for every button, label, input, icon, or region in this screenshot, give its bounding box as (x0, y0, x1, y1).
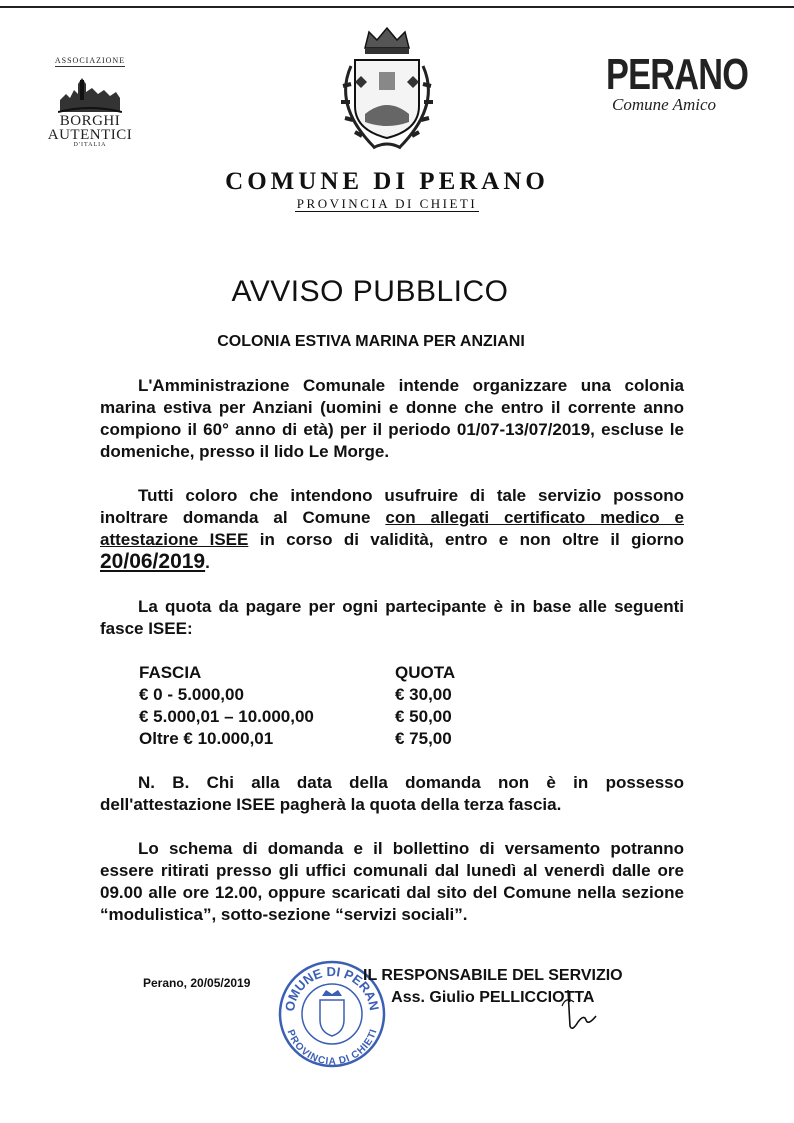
association-name-line2: AUTENTICI (47, 127, 133, 143)
fee-table (139, 662, 684, 750)
table-row (139, 706, 684, 728)
stamp-shield-icon (320, 1000, 344, 1036)
required-attachments: con allegati certificato medico e attestazione ISEE (100, 508, 684, 549)
province-text: PROVINCIA DI CHIETI (296, 196, 478, 211)
association-name-line3: D'ITALIA (73, 142, 107, 148)
svg-text:PROVINCIA DI CHIETI (285, 1028, 380, 1067)
paragraph-note: N. B. Chi alla data della domanda non è in possesso dell'attestazione ISEE pagherà la quota della terza fascia. (100, 773, 684, 814)
handwritten-signature-icon (548, 986, 608, 1041)
perano-logo-word: PERANO (606, 50, 749, 99)
municipal-crest-icon (325, 26, 449, 161)
stamp-top-text: OMUNE DI PERAN (281, 963, 382, 1013)
band-cell: Oltre € 10.000,01 (139, 729, 274, 748)
association-name-line1: BORGHI (59, 113, 121, 129)
fee-cell: € 30,00 (395, 685, 452, 704)
signatory-role: IL RESPONSABILE DEL SERVIZIO (363, 967, 623, 984)
fee-cell: € 50,00 (395, 707, 452, 726)
fee-cell: € 75,00 (395, 729, 452, 748)
village-illustration-icon (58, 70, 122, 114)
paragraph-intro: L'Amministrazione Comunale intende organizzare una colonia marina estiva per Anziani (uomini e donne che entro il corrente anno compiono il 60° anno di età) per il periodo 01/07-13/07/2019, escluse le domeniche, presso il lido Le Morge. (100, 376, 684, 461)
province-line (0, 196, 774, 212)
municipality-title: COMUNE DI PERANO (225, 168, 549, 195)
place-and-date: Perano, 20/05/2019 (143, 976, 251, 990)
notice-heading: AVVISO PUBBLICO (231, 275, 509, 308)
table-row (139, 728, 684, 750)
borghi-autentici-logo (40, 50, 140, 148)
top-rule (0, 6, 794, 8)
fee-table-header (139, 662, 684, 684)
application-end: . (205, 553, 210, 572)
signatory-name: Ass. Giulio PELLICCIOTTA (391, 989, 595, 1006)
stamp-bottom-text: PROVINCIA DI CHIETI (284, 1028, 380, 1068)
band-cell: € 5.000,01 – 10.000,00 (139, 707, 314, 726)
notice-subject: COLONIA ESTIVA MARINA PER ANZIANI (217, 333, 525, 350)
paragraph-application (100, 485, 684, 574)
association-label: ASSOCIAZIONE (54, 56, 126, 65)
application-text-2: in corso di validità, entro e non oltre il giorno (248, 530, 685, 549)
table-row (139, 684, 684, 706)
perano-comune-amico-logo (606, 50, 756, 115)
perano-logo-tagline: Comune Amico (612, 95, 717, 114)
band-column-header: FASCIA (139, 663, 202, 682)
fee-column-header: QUOTA (395, 663, 456, 682)
notice-body (100, 375, 684, 926)
deadline-date: 20/06/2019 (100, 550, 206, 573)
application-text-1: Tutti coloro che intendono usufruire di tale servizio possono inoltrare domanda al Comune (100, 486, 684, 527)
band-cell: € 0 - 5.000,00 (139, 685, 244, 704)
paragraph-forms: Lo schema di domanda e il bollettino di versamento potranno essere ritirati presso gli uffici comunali dal lunedì al venerdì dalle ore 09.00 alle ore 12.00, oppure scaricati dal sito del Comune nella sezione “modulistica”, sotto-sezione “servizi sociali”. (100, 839, 684, 924)
paragraph-fees: La quota da pagare per ogni partecipante è in base alle seguenti fasce ISEE: (100, 597, 684, 638)
